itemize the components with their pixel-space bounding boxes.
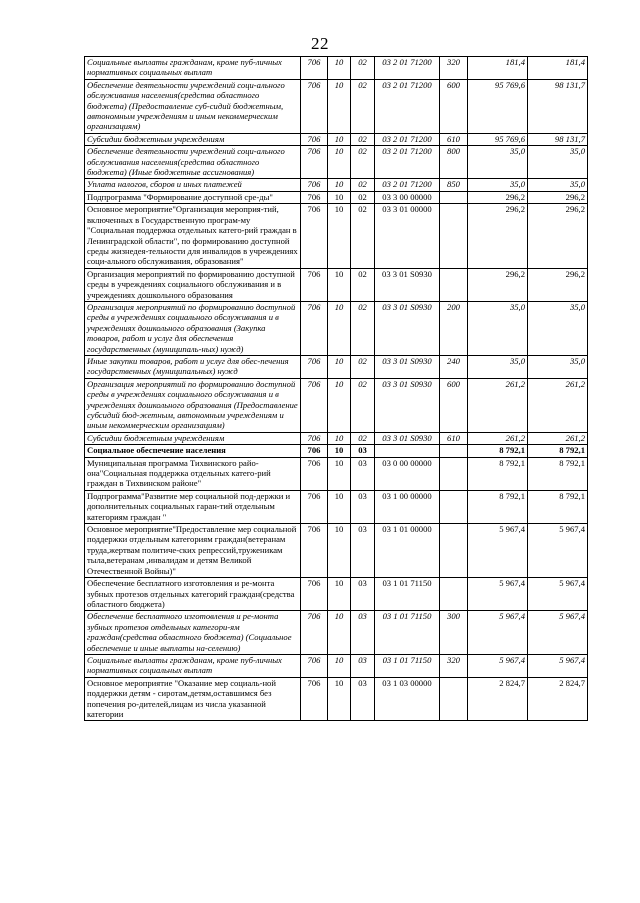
table-row xyxy=(85,57,588,80)
row-ved-cell: 706 xyxy=(301,445,328,457)
row-section-cell: 10 xyxy=(328,301,351,355)
row-sum-first-cell: 181,4 xyxy=(468,57,528,80)
row-sum-first-cell: 261,2 xyxy=(468,432,528,444)
row-expense-type-cell xyxy=(440,204,468,268)
table-row xyxy=(85,146,588,179)
row-expense-type-cell: 610 xyxy=(440,432,468,444)
row-sum-second-cell: 181,4 xyxy=(528,57,588,80)
row-ved-cell: 706 xyxy=(301,301,328,355)
row-expense-type-cell: 300 xyxy=(440,611,468,655)
row-sum-second-cell: 5 967,4 xyxy=(528,524,588,578)
row-target-article-cell: 03 1 01 00000 xyxy=(375,524,440,578)
page-number: 22 xyxy=(311,34,329,53)
row-section-cell: 10 xyxy=(328,490,351,523)
row-section-cell: 10 xyxy=(328,79,351,133)
row-expense-type-cell: 200 xyxy=(440,301,468,355)
row-section-cell: 10 xyxy=(328,146,351,179)
row-sum-second-cell: 8 792,1 xyxy=(528,490,588,523)
row-target-article-cell: 03 1 01 71150 xyxy=(375,611,440,655)
table-row xyxy=(85,654,588,677)
row-target-article-cell: 03 3 01 S0930 xyxy=(375,432,440,444)
row-section-cell: 10 xyxy=(328,524,351,578)
row-section-cell: 10 xyxy=(328,578,351,611)
row-sum-second-cell: 261,2 xyxy=(528,378,588,432)
row-expense-type-cell: 240 xyxy=(440,355,468,378)
row-sum-first-cell: 5 967,4 xyxy=(468,654,528,677)
row-subsection-cell: 03 xyxy=(351,654,375,677)
row-sum-first-cell: 296,2 xyxy=(468,191,528,203)
row-name-cell: Организация мероприятий по формированию доступной среды в учреждениях социального обслуживания и в учреждениях дошкольного образования (Предоставление субсидий бюд-жетным, автономным учреждениям и иным некоммерческим организациям) xyxy=(85,378,301,432)
row-name-cell: Основное мероприятие"Организация мероприя-тий, включенных в Государственную програм-му "Социальная поддержка отдельных катего-рий граждан в Ленинградской области", по формированию доступной среды жизнедея-тельности для инвалидов в учреждениях соци-ального обслуживания, образования" xyxy=(85,204,301,268)
row-section-cell: 10 xyxy=(328,378,351,432)
row-name-cell: Обеспечение бесплатного изготовления и ре-монта зубных протезов отдельных категори-ям граждан(средства областного бюджета) (Социальное обеспечение и иные выплаты на-селению) xyxy=(85,611,301,655)
budget-table xyxy=(84,56,588,721)
row-expense-type-cell xyxy=(440,191,468,203)
row-ved-cell: 706 xyxy=(301,457,328,490)
row-name-cell: Организация мероприятий по формированию доступной среды в учреждениях социального обслуживания и в учреждениях дошкольного образования (Закупка товаров, работ и услуг для обеспечения государственных (муниципаль-ных) нужд) xyxy=(85,301,301,355)
row-sum-first-cell: 35,0 xyxy=(468,355,528,378)
row-subsection-cell: 02 xyxy=(351,179,375,191)
row-expense-type-cell xyxy=(440,445,468,457)
row-expense-type-cell: 800 xyxy=(440,146,468,179)
table-row xyxy=(85,133,588,145)
table-row xyxy=(85,355,588,378)
row-sum-second-cell: 35,0 xyxy=(528,179,588,191)
table-row xyxy=(85,611,588,655)
row-sum-first-cell: 261,2 xyxy=(468,378,528,432)
row-target-article-cell: 03 2 01 71200 xyxy=(375,179,440,191)
row-target-article-cell: 03 1 01 71150 xyxy=(375,578,440,611)
row-target-article-cell: 03 3 00 00000 xyxy=(375,191,440,203)
row-section-cell: 10 xyxy=(328,611,351,655)
row-sum-first-cell: 2 824,7 xyxy=(468,677,528,721)
row-section-cell: 10 xyxy=(328,445,351,457)
row-target-article-cell xyxy=(375,445,440,457)
row-subsection-cell: 02 xyxy=(351,355,375,378)
row-ved-cell: 706 xyxy=(301,146,328,179)
row-sum-second-cell: 8 792,1 xyxy=(528,445,588,457)
row-subsection-cell: 02 xyxy=(351,146,375,179)
row-target-article-cell: 03 1 03 00000 xyxy=(375,677,440,721)
table-row xyxy=(85,79,588,133)
row-subsection-cell: 03 xyxy=(351,490,375,523)
row-target-article-cell: 03 3 01 S0930 xyxy=(375,355,440,378)
row-sum-second-cell: 2 824,7 xyxy=(528,677,588,721)
row-target-article-cell: 03 3 01 S0930 xyxy=(375,301,440,355)
row-subsection-cell: 03 xyxy=(351,677,375,721)
row-sum-second-cell: 5 967,4 xyxy=(528,578,588,611)
table-row xyxy=(85,301,588,355)
table-row xyxy=(85,524,588,578)
row-expense-type-cell xyxy=(440,268,468,301)
row-ved-cell: 706 xyxy=(301,378,328,432)
row-target-article-cell: 03 2 01 71200 xyxy=(375,146,440,179)
row-subsection-cell: 03 xyxy=(351,611,375,655)
row-target-article-cell: 03 3 01 S0930 xyxy=(375,378,440,432)
row-subsection-cell: 03 xyxy=(351,524,375,578)
row-sum-first-cell: 95 769,6 xyxy=(468,79,528,133)
row-sum-first-cell: 35,0 xyxy=(468,301,528,355)
row-expense-type-cell: 320 xyxy=(440,57,468,80)
row-expense-type-cell: 850 xyxy=(440,179,468,191)
row-subsection-cell: 02 xyxy=(351,204,375,268)
row-expense-type-cell xyxy=(440,578,468,611)
table-row xyxy=(85,191,588,203)
row-expense-type-cell xyxy=(440,490,468,523)
row-ved-cell: 706 xyxy=(301,654,328,677)
row-sum-first-cell: 5 967,4 xyxy=(468,611,528,655)
table-row xyxy=(85,204,588,268)
row-name-cell: Субсидии бюджетным учреждениям xyxy=(85,133,301,145)
row-name-cell: Обеспечение бесплатного изготовления и ре-монта зубных протезов отдельных категорий граждан(средства областного бюджета) xyxy=(85,578,301,611)
row-name-cell: Основное мероприятие "Оказание мер социаль-ной поддержки детям - сиротам,детям,оставшимся без попечения ро-дителей,лицам из числа указанной категории xyxy=(85,677,301,721)
row-expense-type-cell xyxy=(440,457,468,490)
budget-table-body xyxy=(85,57,588,721)
row-expense-type-cell: 320 xyxy=(440,654,468,677)
row-sum-first-cell: 5 967,4 xyxy=(468,578,528,611)
table-row xyxy=(85,578,588,611)
row-sum-first-cell: 5 967,4 xyxy=(468,524,528,578)
table-row xyxy=(85,378,588,432)
row-section-cell: 10 xyxy=(328,179,351,191)
row-sum-first-cell: 8 792,1 xyxy=(468,445,528,457)
row-sum-second-cell: 296,2 xyxy=(528,191,588,203)
row-subsection-cell: 02 xyxy=(351,301,375,355)
row-section-cell: 10 xyxy=(328,191,351,203)
row-sum-second-cell: 5 967,4 xyxy=(528,611,588,655)
row-section-cell: 10 xyxy=(328,57,351,80)
row-subsection-cell: 03 xyxy=(351,578,375,611)
row-subsection-cell: 02 xyxy=(351,191,375,203)
row-expense-type-cell: 600 xyxy=(440,79,468,133)
row-sum-first-cell: 296,2 xyxy=(468,204,528,268)
row-sum-second-cell: 35,0 xyxy=(528,355,588,378)
row-ved-cell: 706 xyxy=(301,191,328,203)
table-row xyxy=(85,677,588,721)
table-row xyxy=(85,432,588,444)
row-subsection-cell: 02 xyxy=(351,133,375,145)
row-section-cell: 10 xyxy=(328,355,351,378)
row-ved-cell: 706 xyxy=(301,204,328,268)
row-ved-cell: 706 xyxy=(301,355,328,378)
row-sum-first-cell: 8 792,1 xyxy=(468,490,528,523)
row-name-cell: Социальные выплаты гражданам, кроме пуб-личных нормативных социальных выплат xyxy=(85,654,301,677)
row-section-cell: 10 xyxy=(328,677,351,721)
row-name-cell: Организация мероприятий по формированию доступной среды в учреждениях социального обслуживания и в учреждениях дошкольного образования xyxy=(85,268,301,301)
row-expense-type-cell: 600 xyxy=(440,378,468,432)
row-ved-cell: 706 xyxy=(301,133,328,145)
row-sum-second-cell: 35,0 xyxy=(528,301,588,355)
row-name-cell: Социальное обеспечение населения xyxy=(85,445,301,457)
row-target-article-cell: 03 0 00 00000 xyxy=(375,457,440,490)
row-section-cell: 10 xyxy=(328,268,351,301)
row-sum-first-cell: 296,2 xyxy=(468,268,528,301)
row-name-cell: Иные закупки товаров, работ и услуг для обес-печения государственных (муниципальных) нужд xyxy=(85,355,301,378)
row-target-article-cell: 03 3 01 00000 xyxy=(375,204,440,268)
row-ved-cell: 706 xyxy=(301,79,328,133)
row-sum-second-cell: 98 131,7 xyxy=(528,133,588,145)
row-ved-cell: 706 xyxy=(301,611,328,655)
row-sum-first-cell: 35,0 xyxy=(468,179,528,191)
row-section-cell: 10 xyxy=(328,654,351,677)
row-name-cell: Социальные выплаты гражданам, кроме пуб-личных нормативных социальных выплат xyxy=(85,57,301,80)
row-subsection-cell: 02 xyxy=(351,378,375,432)
row-ved-cell: 706 xyxy=(301,578,328,611)
row-target-article-cell: 03 1 01 71150 xyxy=(375,654,440,677)
row-name-cell: Обеспечение деятельности учреждений соци-ального обслуживания населения(средства областного бюджета) (Иные бюджетные ассигнования) xyxy=(85,146,301,179)
row-target-article-cell: 03 2 01 71200 xyxy=(375,133,440,145)
row-sum-second-cell: 98 131,7 xyxy=(528,79,588,133)
table-row xyxy=(85,457,588,490)
row-name-cell: Обеспечение деятельности учреждений соци-ального обслуживания населения(средства областного бюджета) (Предоставление суб-сидий бюджетным, автономным учреждениям и иным некоммерческим организациям) xyxy=(85,79,301,133)
row-ved-cell: 706 xyxy=(301,57,328,80)
row-sum-second-cell: 296,2 xyxy=(528,268,588,301)
row-target-article-cell: 03 3 01 S0930 xyxy=(375,268,440,301)
row-expense-type-cell xyxy=(440,677,468,721)
row-name-cell: Основное мероприятие"Предоставление мер социальной поддержки отдельным категориям граждан(ветеранам труда,жертвам политиче-ских репрессий,труженикам тыла,ветеранам ,инвалидам и детям Великой Отечественной Войны)" xyxy=(85,524,301,578)
row-sum-second-cell: 8 792,1 xyxy=(528,457,588,490)
row-ved-cell: 706 xyxy=(301,677,328,721)
table-row xyxy=(85,268,588,301)
row-ved-cell: 706 xyxy=(301,432,328,444)
row-sum-second-cell: 35,0 xyxy=(528,146,588,179)
row-target-article-cell: 03 1 00 00000 xyxy=(375,490,440,523)
row-name-cell: Подпрограмма "Формирование доступной сре-ды" xyxy=(85,191,301,203)
row-section-cell: 10 xyxy=(328,432,351,444)
row-sum-second-cell: 5 967,4 xyxy=(528,654,588,677)
row-subsection-cell: 02 xyxy=(351,432,375,444)
row-section-cell: 10 xyxy=(328,133,351,145)
row-name-cell: Подпрограмма"Развитие мер социальной под-держки и дополнительных социальных гаран-тий отдельным категориям граждан " xyxy=(85,490,301,523)
row-subsection-cell: 03 xyxy=(351,457,375,490)
row-ved-cell: 706 xyxy=(301,524,328,578)
row-target-article-cell: 03 2 01 71200 xyxy=(375,79,440,133)
row-section-cell: 10 xyxy=(328,204,351,268)
row-expense-type-cell: 610 xyxy=(440,133,468,145)
row-section-cell: 10 xyxy=(328,457,351,490)
row-sum-first-cell: 8 792,1 xyxy=(468,457,528,490)
row-expense-type-cell xyxy=(440,524,468,578)
row-target-article-cell: 03 2 01 71200 xyxy=(375,57,440,80)
row-name-cell: Уплата налогов, сборов и иных платежей xyxy=(85,179,301,191)
table-row xyxy=(85,490,588,523)
row-name-cell: Субсидии бюджетным учреждениям xyxy=(85,432,301,444)
row-subsection-cell: 03 xyxy=(351,445,375,457)
row-ved-cell: 706 xyxy=(301,268,328,301)
table-row xyxy=(85,445,588,457)
row-ved-cell: 706 xyxy=(301,490,328,523)
row-name-cell: Муниципальная программа Тихвинского райо-она"Социальная поддержка отдельных катего-рий граждан в Тихвинском районе" xyxy=(85,457,301,490)
row-sum-second-cell: 261,2 xyxy=(528,432,588,444)
table-row xyxy=(85,179,588,191)
row-sum-first-cell: 95 769,6 xyxy=(468,133,528,145)
row-sum-first-cell: 35,0 xyxy=(468,146,528,179)
row-ved-cell: 706 xyxy=(301,179,328,191)
row-subsection-cell: 02 xyxy=(351,57,375,80)
row-subsection-cell: 02 xyxy=(351,79,375,133)
row-subsection-cell: 02 xyxy=(351,268,375,301)
row-sum-second-cell: 296,2 xyxy=(528,204,588,268)
